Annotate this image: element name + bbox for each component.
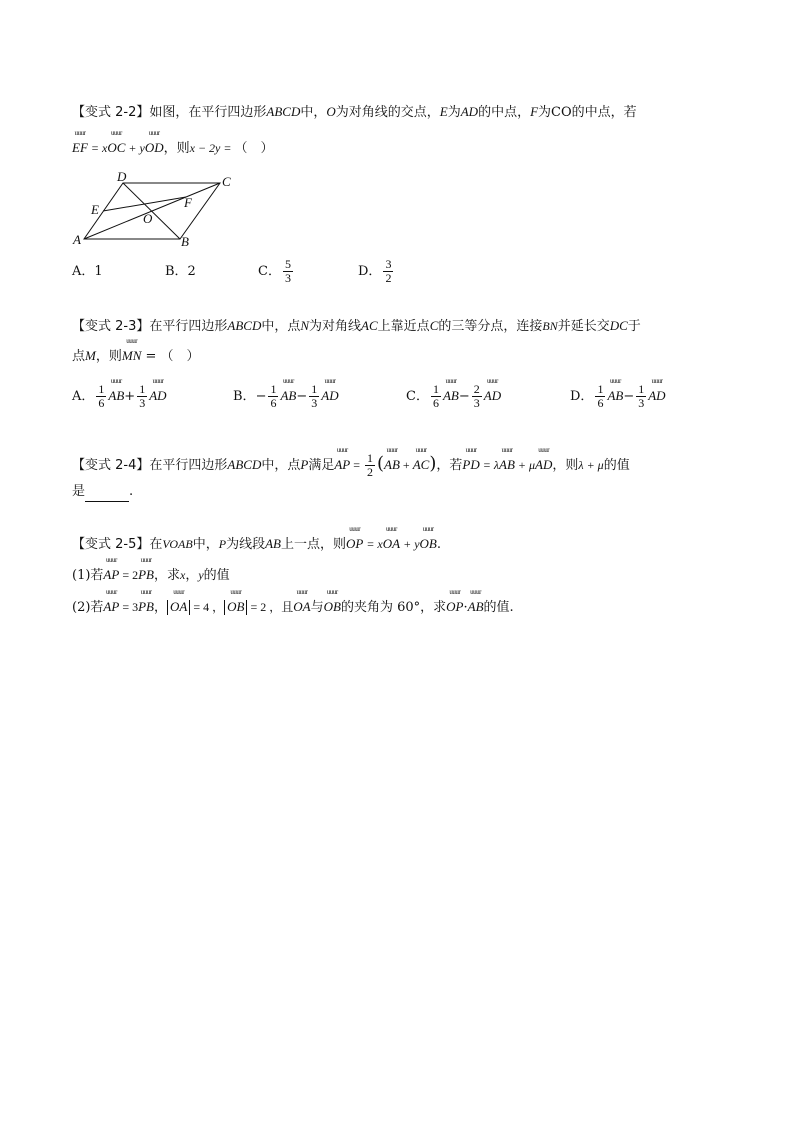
- vector: uuur AD: [149, 386, 166, 406]
- vector: uuur AD: [535, 455, 552, 475]
- math: + y: [400, 537, 420, 551]
- vector: uuur AB: [607, 386, 623, 406]
- option-c: [406, 383, 501, 410]
- fraction: [137, 383, 147, 410]
- problem-2-3-line2: [72, 346, 200, 367]
- vector: uuur OA: [293, 597, 310, 617]
- problem-tag: 【变式 2-4】: [72, 458, 150, 473]
- text: 的值: [203, 568, 230, 583]
- text: 的中点，: [478, 105, 531, 120]
- vector: uuur PB: [138, 597, 154, 617]
- text: 中，点: [261, 319, 301, 334]
- text: 如图，在平行四边形: [149, 105, 267, 120]
- text: .: [129, 484, 134, 499]
- vector: uuur AB: [499, 455, 515, 475]
- problem-2-5-q2: [72, 597, 514, 618]
- math: ABCD: [266, 104, 301, 119]
- text: 的夹角为 60°，求: [340, 600, 447, 615]
- denominator: 2: [367, 465, 373, 479]
- text: 上一点，则: [280, 537, 346, 552]
- text: ，若: [436, 458, 463, 473]
- math: F: [530, 104, 539, 119]
- numerator: 1: [432, 382, 439, 396]
- option-d: [358, 258, 395, 285]
- denominator: 6: [98, 396, 105, 410]
- math: P: [300, 457, 309, 472]
- numerator: 1: [597, 382, 604, 396]
- text: 为CO的中点，若: [538, 105, 637, 120]
- vector: uuur PB: [138, 565, 154, 585]
- operator: +: [399, 458, 413, 472]
- text: .: [436, 537, 442, 552]
- text: 中，: [300, 105, 327, 120]
- denominator: 3: [139, 396, 146, 410]
- option-a: [72, 383, 167, 410]
- vector: uuur OP: [446, 597, 463, 617]
- numerator: 1: [311, 382, 318, 396]
- numerator: 1: [270, 382, 277, 396]
- option-b: B．2: [165, 264, 196, 279]
- math: x − 2y =: [189, 141, 235, 155]
- fraction: [309, 383, 319, 410]
- vector: uuur AB: [468, 597, 484, 617]
- option-label: C．: [406, 389, 429, 404]
- text: 点: [72, 349, 86, 364]
- text: （ ）: [234, 141, 274, 156]
- math: AC: [361, 318, 378, 333]
- math: = 4 ，: [190, 600, 225, 614]
- fraction: [431, 383, 441, 410]
- problem-2-2-line1: [72, 102, 637, 123]
- option-label: D．: [358, 264, 382, 279]
- math: ABCD: [227, 457, 262, 472]
- problem-2-5-q1: [72, 565, 230, 586]
- vector: uuur AD: [648, 386, 665, 406]
- denominator: 2: [385, 271, 392, 285]
- vector: uuur OA: [170, 597, 187, 617]
- vector: uuur AP: [103, 597, 119, 617]
- numerator: 1: [638, 382, 645, 396]
- math: E: [439, 104, 448, 119]
- numerator: 1: [139, 382, 146, 396]
- text: 与: [310, 600, 324, 615]
- math: x: [180, 568, 186, 582]
- text: 为对角线的交点，: [335, 105, 440, 120]
- text: 在: [149, 537, 163, 552]
- fraction: [96, 383, 106, 410]
- fraction: [383, 258, 393, 285]
- vector: uuur OB: [324, 597, 341, 617]
- text: 并延长交: [557, 319, 610, 334]
- fraction: [283, 258, 293, 285]
- text: 是: [72, 484, 86, 499]
- math: O: [326, 104, 336, 119]
- option-c: [258, 258, 295, 285]
- abs-value: [167, 600, 190, 615]
- vector: uuur AD: [321, 386, 338, 406]
- text: 中，: [192, 537, 219, 552]
- abs-value: [224, 600, 247, 615]
- option-label: D．: [570, 389, 594, 404]
- operator: −: [458, 389, 470, 404]
- numerator: 3: [385, 257, 392, 271]
- math: =: [350, 458, 363, 472]
- vector: uuur AP: [103, 565, 119, 585]
- problem-2-2-line2: [72, 138, 274, 159]
- numerator: 1: [98, 382, 105, 396]
- math: λ + μ: [578, 458, 604, 472]
- math: = x: [87, 141, 108, 155]
- denominator: 6: [432, 396, 439, 410]
- vector: uuur EF: [72, 138, 88, 158]
- math: + y: [125, 141, 145, 155]
- denominator: 6: [270, 396, 277, 410]
- text: 的三等分点，连接: [438, 319, 543, 334]
- operator: +: [124, 389, 136, 404]
- vector: uuur AB: [384, 455, 400, 475]
- operator: ·: [463, 600, 468, 615]
- math: = λ: [479, 458, 500, 472]
- vector: uuur OC: [107, 138, 125, 158]
- option-d: [570, 383, 666, 410]
- problem-tag: 【变式 2-2】: [72, 105, 150, 120]
- numerator: 1: [367, 451, 373, 465]
- problem-2-4-line1: [72, 452, 630, 479]
- problem-tag: 【变式 2-3】: [72, 319, 150, 334]
- label-d: D: [117, 169, 127, 184]
- math: C: [429, 318, 439, 333]
- fraction: [636, 383, 646, 410]
- vector: uuur AB: [280, 386, 296, 406]
- option-label: B．: [233, 389, 256, 404]
- vector: uuur AB: [443, 386, 459, 406]
- vector: uuur AP: [334, 455, 350, 475]
- text: 为线段: [226, 537, 266, 552]
- text: 满足: [308, 458, 335, 473]
- label-f: F: [184, 195, 192, 210]
- text: ，则: [163, 141, 190, 156]
- vector: uuur OA: [383, 534, 400, 554]
- text: 上靠近点: [377, 319, 430, 334]
- math: AD: [460, 104, 479, 119]
- vector: uuur OP: [346, 534, 363, 554]
- vector: uuur PD: [462, 455, 479, 475]
- vector: uuur AB: [108, 386, 124, 406]
- fraction: [268, 383, 278, 410]
- math: BN: [542, 319, 558, 333]
- option-a: A．1: [72, 264, 103, 279]
- vector: uuur MN: [122, 346, 142, 366]
- math: ABCD: [227, 318, 262, 333]
- fraction: [472, 383, 482, 410]
- denominator: 3: [311, 396, 318, 410]
- segment-ef: [103, 197, 186, 211]
- label-c: C: [222, 174, 231, 189]
- denominator: 3: [473, 396, 480, 410]
- text: 的值: [603, 458, 630, 473]
- math: M: [85, 348, 96, 363]
- paren-right: ): [429, 453, 437, 474]
- parallelogram-figure: [70, 168, 240, 252]
- vector: uuur AC: [413, 455, 430, 475]
- math: = 3: [119, 600, 139, 614]
- text: (2)若: [72, 600, 104, 615]
- text: = （ ）: [141, 349, 200, 364]
- vector: uuur AD: [484, 386, 501, 406]
- math: = 2 ，且: [247, 600, 294, 614]
- option-label: A．: [72, 389, 95, 404]
- label-o: O: [143, 211, 153, 226]
- text: ，求: [153, 568, 180, 583]
- math: + μ: [514, 458, 536, 472]
- text: 为对角线: [309, 319, 362, 334]
- fraction: [595, 383, 605, 410]
- denominator: 3: [638, 396, 645, 410]
- numerator: 2: [473, 382, 480, 396]
- math: = 2: [119, 568, 139, 582]
- problem-2-5-line1: [72, 534, 441, 555]
- option-label: C．: [258, 264, 281, 279]
- denominator: 6: [597, 396, 604, 410]
- math: y: [198, 568, 204, 582]
- label-a: A: [73, 232, 81, 247]
- sign: −: [255, 389, 267, 404]
- math: DC: [609, 318, 628, 333]
- text: ，则: [95, 349, 122, 364]
- vector: uuur OB: [420, 534, 437, 554]
- problem-tag: 【变式 2-5】: [72, 537, 150, 552]
- text: 的值.: [483, 600, 514, 615]
- denominator: 3: [284, 271, 291, 285]
- operator: −: [296, 389, 308, 404]
- vector: uuur OB: [227, 597, 244, 617]
- answer-blank[interactable]: [85, 487, 129, 502]
- text: 为: [447, 105, 461, 120]
- text: 中，点: [261, 458, 301, 473]
- problem-2-4-line2: [72, 482, 133, 502]
- math: AB: [265, 536, 281, 551]
- text: (1)若: [72, 568, 104, 583]
- text: ，: [153, 600, 167, 615]
- math: P: [218, 537, 227, 551]
- text: 在平行四边形: [149, 319, 228, 334]
- problem-2-3-line1: [72, 316, 641, 337]
- vector: uuur OD: [145, 138, 164, 158]
- label-e: E: [91, 202, 99, 217]
- text: 于: [627, 319, 641, 334]
- math: VOAB: [162, 537, 193, 551]
- text: ，: [185, 568, 199, 583]
- text: 在平行四边形: [149, 458, 228, 473]
- numerator: 5: [284, 257, 291, 271]
- option-b: [233, 383, 339, 410]
- math: N: [300, 318, 310, 333]
- paren-left: (: [377, 453, 385, 474]
- label-b: B: [181, 234, 189, 249]
- operator: −: [623, 389, 635, 404]
- math: = x: [363, 537, 383, 551]
- fraction: [365, 452, 375, 479]
- text: ，则: [552, 458, 579, 473]
